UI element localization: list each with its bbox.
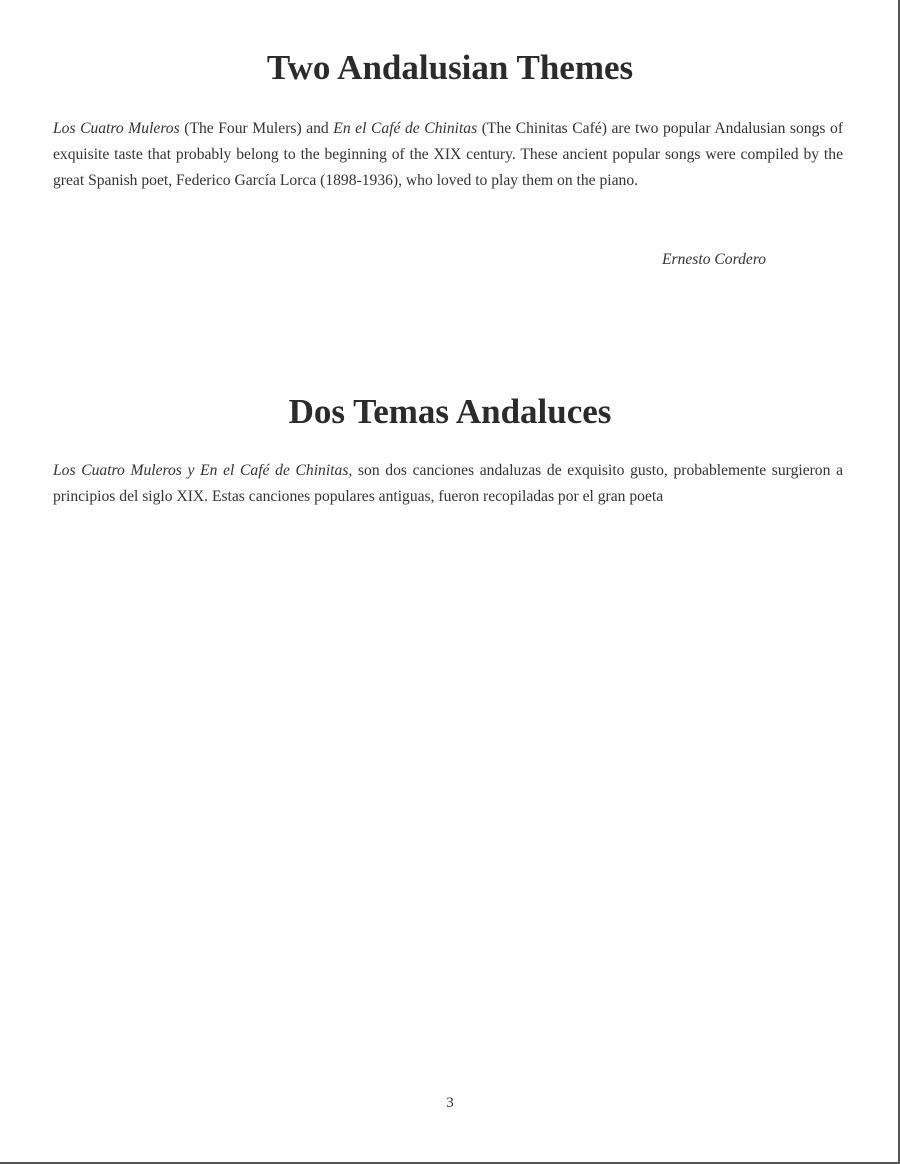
- song-translation-text: (The Four Mulers) and: [179, 120, 334, 137]
- page-number: 3: [446, 1095, 454, 1111]
- english-body-text: (The Chinitas Café) are two popular Andalusian songs of exquisite taste that probably belong to the beginning of the XIX century. These ancient popular songs were compiled by the great Spanish poet, Federico García Lorca (1898-1936), who loved to play them on the piano.: [53, 120, 844, 190]
- song-title-cafe-chinitas: En el Café de Chinitas: [333, 120, 478, 137]
- spanish-song-titles: Los Cuatro Muleros y En el Café de Chinitas,: [53, 462, 353, 479]
- song-title-cuatro-muleros: Los Cuatro Muleros: [53, 120, 180, 137]
- english-title: Two Andalusian Themes: [266, 48, 634, 87]
- author-signature: Ernesto Cordero: [662, 251, 767, 268]
- spanish-body-text: son dos canciones andaluzas de exquisito gusto, probablemente surgieron a principios del siglo XIX. Estas canciones populares antiguas, fueron recopiladas por el gran poeta: [53, 462, 843, 506]
- spanish-title: Dos Temas Andaluces: [288, 392, 612, 431]
- english-paragraph: [53, 116, 843, 195]
- spanish-paragraph: [53, 458, 843, 510]
